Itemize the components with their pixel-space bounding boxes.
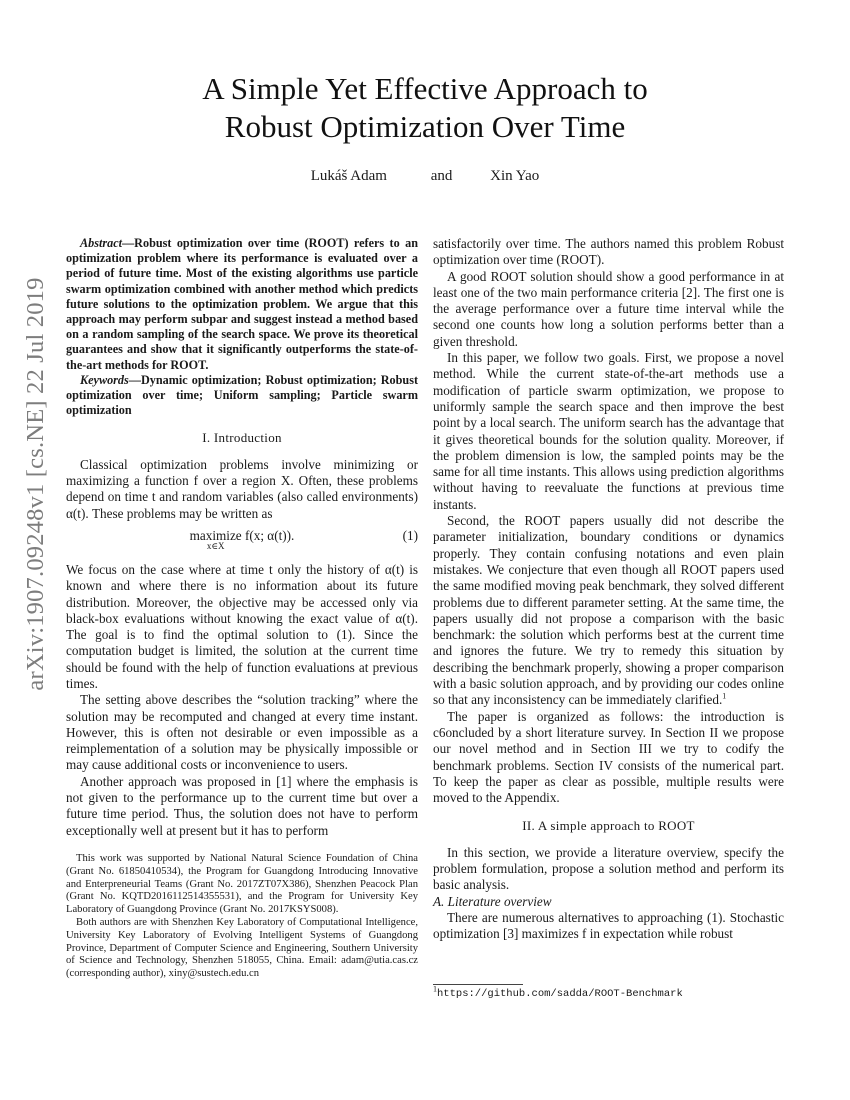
footnote-url bbox=[433, 984, 785, 1000]
eq-operator bbox=[190, 528, 242, 551]
subsection-a-title: A. Literature overview bbox=[433, 893, 552, 909]
intro-para-3: The setting above describes the “solution tracking” where the solution may be recomputed and changed at every time instant. However, this is often not desirable or even impossible as a reimplementation of a solution may be physically impossible or may cause additional costs or inconvenience to users. bbox=[66, 692, 418, 773]
title-line-1: A Simple Yet Effective Approach to bbox=[202, 71, 648, 106]
eq-expression: f(x; α(t)). bbox=[244, 527, 295, 543]
abstract-text: —Robust optimization over time (ROOT) refers to an optimization problem where its performance is evaluated over a period of future time. Most of the existing algorithms use particle swarm optimization combined with another method which predicts future solutions to the optimization problem. We argue that this approach may perform subpar and suggest instead a method based on a random sampling of the search space. We prove its theoretical guarantees and show that it significantly outperforms the state-of-the-art methods for ROOT. bbox=[66, 236, 418, 372]
keywords bbox=[66, 373, 418, 419]
eq-subscript: x∈X bbox=[206, 541, 225, 552]
right-para-0: satisfactorily over time. The authors named this problem Robust optimization over time (ROOT). bbox=[433, 236, 784, 268]
keywords-text: —Dynamic optimization; Robust optimization; Robust optimization over time; Uniform sampling; Particle swarm optimization bbox=[66, 372, 418, 418]
arxiv-stamp bbox=[14, 0, 58, 1100]
arxiv-id: arXiv:1907.09248v1 [cs.NE] 22 Jul 2019 bbox=[22, 277, 49, 691]
paper-title bbox=[0, 70, 850, 146]
right-para-5: In this section, we provide a literature overview, specify the problem formulation, propose a solution method and perform its basic analysis. bbox=[433, 844, 784, 893]
footnote-rule bbox=[433, 984, 523, 985]
footnote-url-text: https://github.com/sadda/ROOT-Benchmark bbox=[437, 988, 683, 1000]
right-para-1: A good ROOT solution should show a good performance in at least one of the two main performance criteria [2]. The first one is the average performance over a future time interval while the second one counts how long a solution performs better than a given threshold. bbox=[433, 268, 784, 349]
footnotes bbox=[66, 853, 418, 981]
section-2-title: II. A simple approach to ROOT bbox=[522, 818, 695, 834]
title-line-2: Robust Optimization Over Time bbox=[224, 109, 626, 144]
left-column bbox=[66, 236, 418, 981]
eq-number: (1) bbox=[402, 527, 418, 543]
author-conjunction: and bbox=[430, 168, 453, 184]
author-list bbox=[0, 168, 850, 185]
intro-para-2: We focus on the case where at time t only the history of α(t) is known and where there is no information about its future distribution. Moreover, the objective may be accessed only via black-box evaluations without knowing the exact value of α(t). The goal is to find the optimal solution to (1). Since the computation budget is limited, the solution at the current time should be found with the help of function evaluations at previous times. bbox=[66, 561, 418, 691]
abstract bbox=[66, 236, 418, 373]
right-para-3-text: Second, the ROOT papers usually did not describe the parameter initialization, boundary conditions or dynamics properly. They contain confusing notations and even plain mistakes. We conjecture that even though all ROOT papers used the same modified moving peak benchmark, they solved different problems due to different parameter setting. At the same time, the papers usually did not propose a comparison with the basic benchmark: the solution which performs best at the current time and ignores the future. We try to remedy this situation by describing the benchmark properly, showing a proper comparison with a basic solution approach, and by providing our codes online so that any inconsistency can be immediately clarified. bbox=[433, 513, 784, 708]
keywords-lead: Keywords bbox=[80, 372, 129, 387]
intro-para-4: Another approach was proposed in [1] where the emphasis is not given to the performance up to the current time but over a future time period. Thus, the solution does not have to perform exceptionally well at present but it has to perform bbox=[66, 773, 418, 838]
right-para-4: The paper is organized as follows: the introduction is c6oncluded by a short literature survey. In Section II we propose our novel method and in Section III we try to codify the benchmark problems. Section IV consists of the numerical part. To keep the paper as clear as possible, multiple results were moved to the Appendix. bbox=[433, 708, 784, 806]
equation-1 bbox=[66, 526, 418, 558]
right-column bbox=[433, 236, 784, 942]
abstract-lead: Abstract bbox=[80, 236, 122, 250]
footnote-funding: This work was supported by National Natural Science Foundation of China (Grant No. 61850410534), the Program for Guangdong Introducing Innovative and Enterpreneurial Teams (Grant No. 2017ZT07X386), Shenzhen Peacock Plan (Grant No. KQTD2016112514355531), and the Program for University Key Laboratory of Guangdong Province (Grant No. 2017KSYS008). bbox=[66, 852, 418, 916]
footnote-url-mark: 1 bbox=[433, 984, 437, 994]
right-para-2: In this paper, we follow two goals. First, we propose a novel method. While the current state-of-the-art methods use a modification of particle swarm optimization, we propose to uniformly sample the search space and then improve the best point by a local search. The uniform search has the advantage that it gives theoretical bounds for the solution quality. Moreover, if the problem dimension is low, the sampled points may be the same for all time instants. This allows using prediction algorithms without having to reevaluate the functions at previous time instants. bbox=[433, 350, 784, 512]
intro-para-1: Classical optimization problems involve minimizing or maximizing a function f over a region X. Often, these problems depend on time t and random variables (also called environments) α(t). These problems may be written as bbox=[66, 456, 418, 521]
section-1-title: I. Introduction bbox=[202, 430, 282, 446]
author-1: Lukáš Adam bbox=[310, 168, 387, 184]
right-para-3 bbox=[433, 513, 784, 709]
author-2: Xin Yao bbox=[490, 168, 540, 184]
right-para-6: There are numerous alternatives to approaching (1). Stochastic optimization [3] maximizes f in expectation while robust bbox=[433, 909, 784, 942]
eq-op-text: maximize bbox=[189, 527, 242, 543]
footnote-marker: 1 bbox=[722, 691, 727, 701]
footnote-affiliation: Both authors are with Shenzhen Key Laboratory of Computational Intelligence, University Key Laboratory of Evolving Intelligent Systems of Guangdong Province, Department of Computer Science and Engineering, Southern University of Science and Technology, Shenzhen 518055, China. Email: adam@utia.cas.cz (corresponding author), xiny@sustech.edu.cn bbox=[66, 916, 418, 980]
